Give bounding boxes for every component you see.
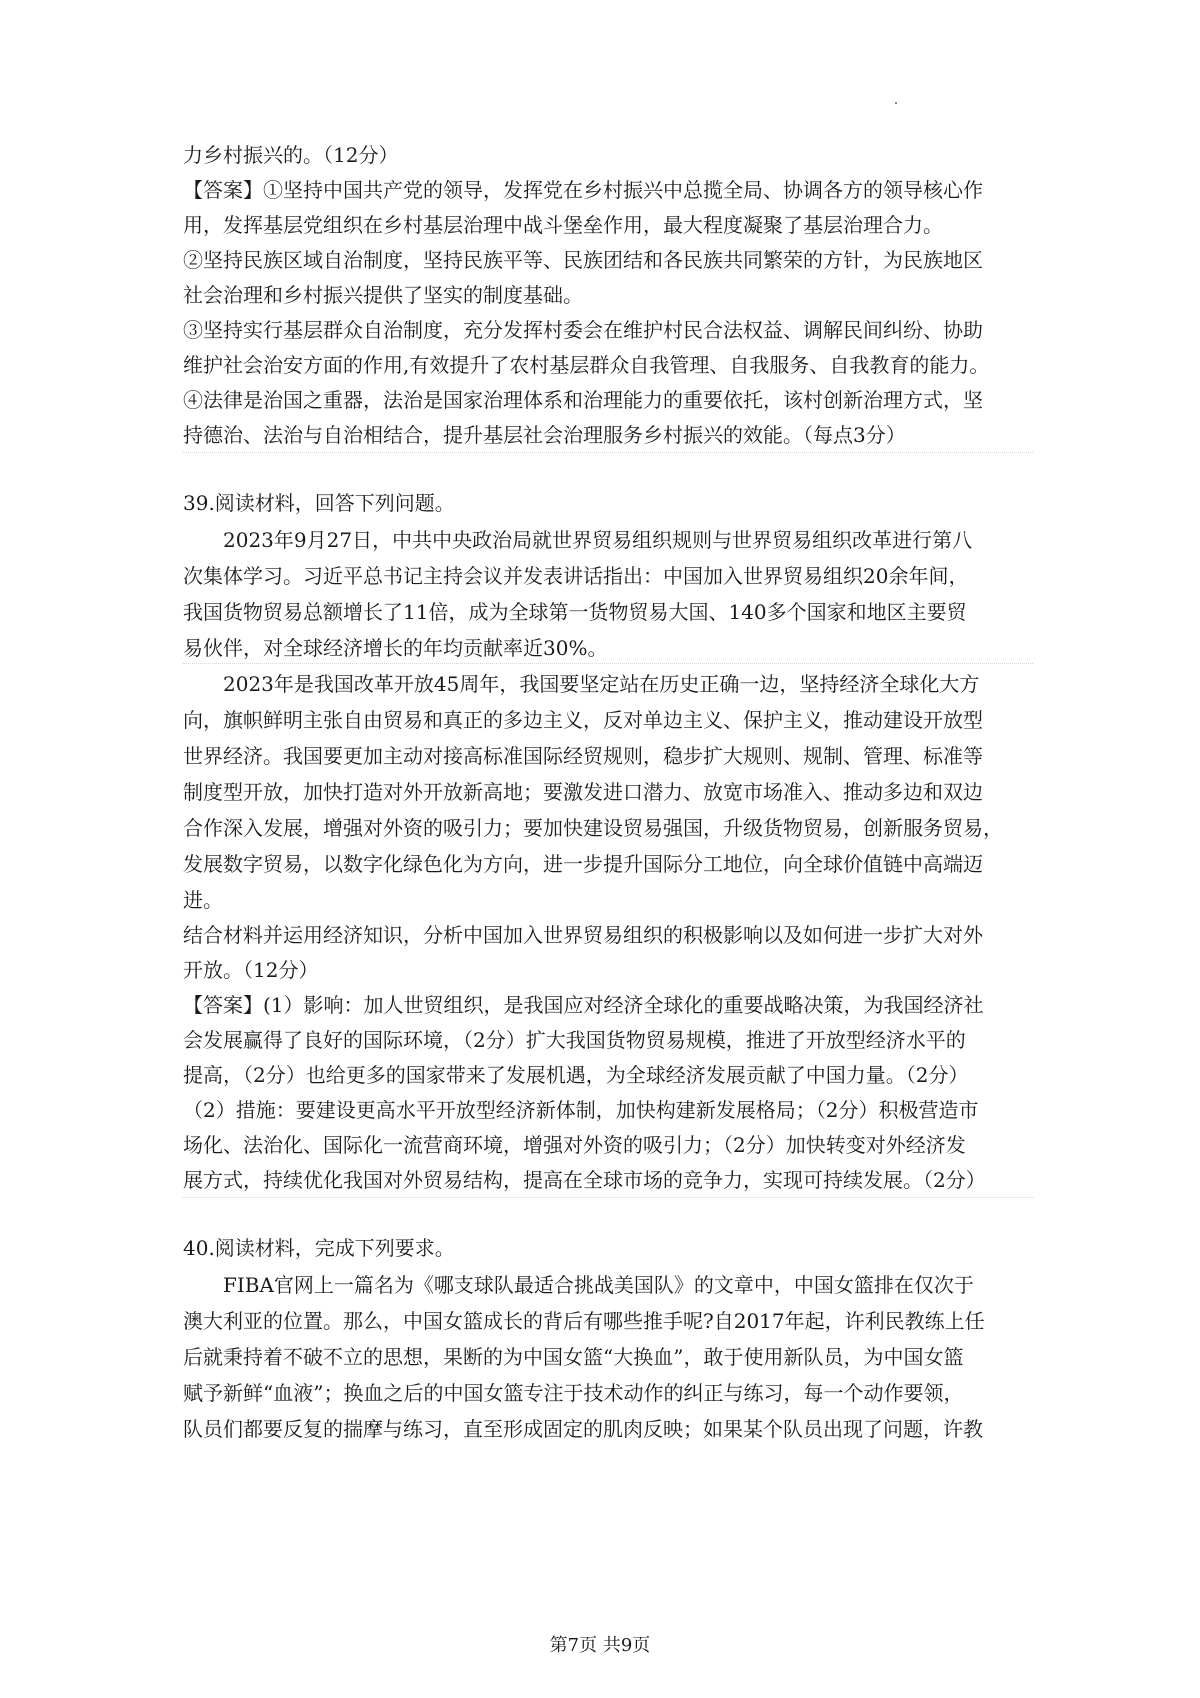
answer-text-line: 展方式，持续优化我国对外贸易结构，提高在全球市场的竞争力，实现可持续发展。（2分） — [183, 1168, 986, 1192]
answer-text-line: 用，发挥基层党组织在乡村基层治理中战斗堡垒作用，最大程度凝聚了基层治理合力。 — [183, 213, 943, 237]
faint-rule — [183, 452, 1033, 453]
material-line: 进。 — [183, 888, 223, 912]
material-line: FIBA官网上一篇名为《哪支球队最适合挑战美国队》的文章中，中国女篮排在仅次于 — [223, 1273, 974, 1297]
scan-speck — [895, 102, 897, 104]
faint-rule — [183, 663, 1033, 664]
page-number-footer: 第7页 共9页 — [549, 1635, 651, 1656]
material-line: 易伙伴，对全球经济增长的年均贡献率近30%。 — [183, 636, 608, 660]
material-line: 赋予新鲜“血液”；换血之后的中国女篮专注于技术动作的纠正与练习，每一个动作要领， — [183, 1381, 964, 1405]
faint-rule — [183, 1197, 1033, 1198]
material-line: 后就秉持着不破不立的思想，果断的为中国女篮“大换血”，敢于使用新队员，为中国女篮 — [183, 1345, 964, 1369]
answer-text-line: 场化、法治化、国际化一流营商环境，增强对外资的吸引力；（2分）加快转变对外经济发 — [183, 1133, 966, 1157]
answer-text-line: 提高，（2分）也给更多的国家带来了发展机遇，为全球经济发展贡献了中国力量。（2分） — [183, 1063, 969, 1087]
question-39-title: 39.阅读材料，回答下列问题。 — [183, 491, 455, 515]
question-prompt-line: 开放。（12分） — [183, 958, 319, 982]
answer-text-line: 【答案】(1）影响：加人世贸组织，是我国应对经济全球化的重要战略决策，为我国经济社 — [183, 993, 984, 1017]
material-line: 次集体学习。习近平总书记主持会议并发表讲话指出：中国加入世界贸易组织20余年间， — [183, 564, 969, 588]
answer-text-line: 会发展赢得了良好的国际环境，（2分）扩大我国货物贸易规模，推进了开放型经济水平的 — [183, 1028, 966, 1052]
material-line: 2023年9月27日，中共中央政治局就世界贸易组织规则与世界贸易组织改革进行第八 — [223, 528, 973, 552]
answer-text-line: ②坚持民族区域自治制度，坚持民族平等、民族团结和各民族共同繁荣的方针，为民族地区 — [183, 248, 983, 272]
material-line: 向，旗帜鲜明主张自由贸易和真正的多边主义，反对单边主义、保护主义，推动建设开放型 — [183, 708, 983, 732]
material-line: 澳大利亚的位置。那么，中国女篮成长的背后有哪些推手呢?自2017年起，许利民教练上任 — [183, 1309, 985, 1333]
material-line: 制度型开放，加快打造对外开放新高地；要激发进口潜力、放宽市场准入、推动多边和双边 — [183, 780, 983, 804]
material-line: 队员们都要反复的揣摩与练习，直至形成固定的肌肉反映；如果某个队员出现了问题，许教 — [183, 1417, 983, 1441]
question-40-title: 40.阅读材料，完成下列要求。 — [183, 1236, 455, 1260]
answer-text-line: ③坚持实行基层群众自治制度，充分发挥村委会在维护村民合法权益、调解民间纠纷、协助 — [183, 318, 983, 342]
answer-text-line: 力乡村振兴的。（12分） — [183, 143, 399, 167]
answer-text-line: 【答案】①坚持中国共产党的领导，发挥党在乡村振兴中总揽全局、协调各方的领导核心作 — [183, 178, 983, 202]
question-prompt-line: 结合材料并运用经济知识，分析中国加入世界贸易组织的积极影响以及如何进一步扩大对外 — [183, 923, 983, 947]
material-line: 发展数字贸易，以数字化绿色化为方向，进一步提升国际分工地位，向全球价值链中高端迈 — [183, 852, 983, 876]
material-line: 世界经济。我国要更加主动对接高标准国际经贸规则，稳步扩大规则、规制、管理、标准等 — [183, 744, 983, 768]
material-line: 2023年是我国改革开放45周年，我国要坚定站在历史正确一边，坚持经济全球化大方 — [223, 672, 980, 696]
material-line: 合作深入发展，增强对外资的吸引力；要加快建设贸易强国，升级货物贸易，创新服务贸易， — [183, 816, 1003, 840]
answer-text-line: 持德治、法治与自治相结合，提升基层社会治理服务乡村振兴的效能。（每点3分） — [183, 423, 906, 447]
answer-text-line: 社会治理和乡村振兴提供了坚实的制度基础。 — [183, 283, 583, 307]
answer-text-line: （2）措施：要建设更高水平开放型经济新体制，加快构建新发展格局；（2分）积极营造市 — [183, 1098, 979, 1122]
answer-text-line: ④法律是治国之重器，法治是国家治理体系和治理能力的重要依托，该村创新治理方式，坚 — [183, 388, 983, 412]
material-line: 我国货物贸易总额增长了11倍，成为全球第一货物贸易大国、140多个国家和地区主要贸 — [183, 600, 967, 624]
answer-text-line: 维护社会治安方面的作用,有效提升了农村基层群众自我管理、自我服务、自我教育的能力。 — [183, 353, 990, 377]
